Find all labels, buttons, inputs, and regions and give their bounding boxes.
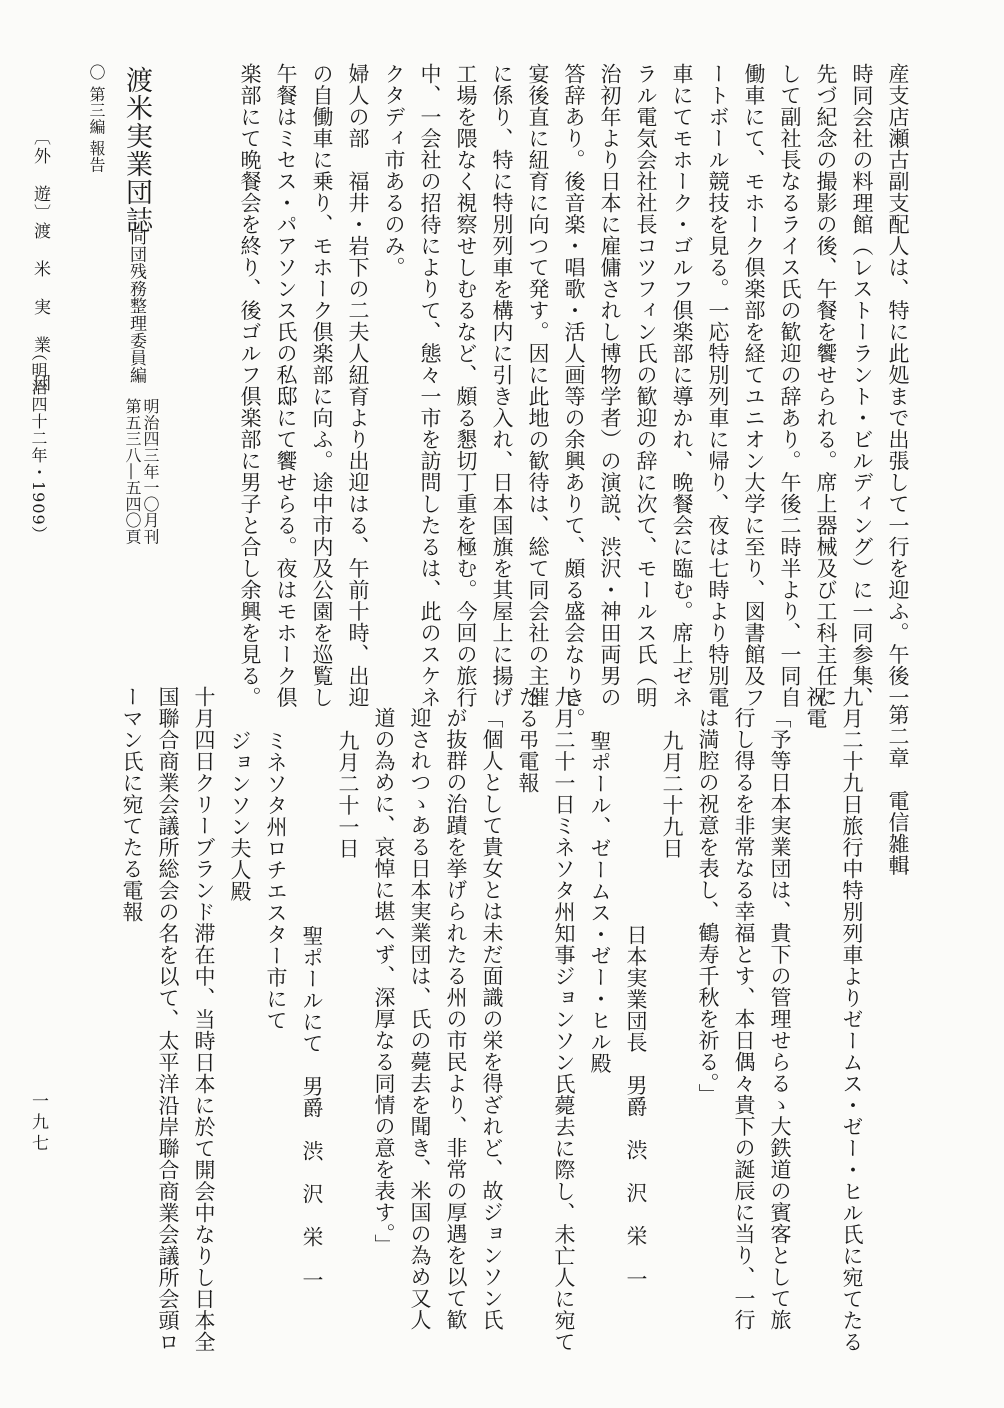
text-line: 九月二十一日	[336, 730, 360, 859]
text-line: 車にてモホーク・ゴルフ倶楽部に導かれ、晩餐会に臨む。席上ゼネ	[670, 63, 694, 708]
text-line: 国聯合商業会議所総会の名を以て、太平洋沿岸聯合商業会議所会頭ロ	[156, 686, 180, 1353]
text-line: 中、一会社の招待によりて、態々一市を訪問したるは、此のスケネ	[418, 63, 442, 708]
page-number: 一九七	[28, 1092, 48, 1155]
text-line: 働車にて、モホーク倶楽部を経てユニオン大学に至り、図書館及フ	[742, 63, 766, 708]
text-line: 時同会社の料理館（レストーラント・ビルディング）に一同参集、	[850, 63, 874, 708]
text-line: 「個人として貴女とは未だ面識の栄を得ざれど、故ジョンソン氏	[480, 707, 504, 1331]
text-line: 聖ポール、ゼームス・ゼー・ヒル殿	[588, 730, 612, 1074]
text-line: に係り、特に特別列車を構内に引き入れ、日本国旗を其屋上に揚げ	[490, 63, 514, 708]
text-line: 聖ポールにて 男爵 渋 沢 栄 一	[300, 925, 324, 1291]
source-date: 明治四三年一〇月刊	[141, 398, 160, 545]
text-line: して副社長なるライス氏の歓迎の辞あり。午後二時半より、一同自	[778, 63, 802, 708]
source-section: 〇 第三編 報告	[87, 64, 106, 173]
text-line: ーマン氏に宛てたる電報	[120, 686, 144, 923]
running-head-section: 〔外 遊〕	[30, 128, 50, 223]
text-line: は満腔の祝意を表し、鶴寿千秋を祈る。」	[696, 707, 720, 1105]
text-line: ートボール競技を見る。一応特別列車に帰り、夜は七時より特別電	[706, 63, 730, 708]
text-line: 「予等日本実業団は、貴下の管理せらるゝ大鉄道の賓客として旅	[768, 707, 792, 1331]
running-head-title: 渡 米 実 業 団	[30, 222, 50, 393]
text-line: 午餐はミセス・パアソンス氏の私邸にて饗せらる。夜はモホーク倶	[274, 63, 298, 708]
text-line: 治初年より日本に雇傭されし博物学者）の演説、渋沢・神田両男の	[598, 63, 622, 708]
text-line: 祝電	[804, 686, 828, 729]
text-line: 九月二十九日	[660, 730, 684, 859]
text-line: 婦人の部 福井・岩下の二夫人紐育より出迎はる、午前十時、出迎	[346, 63, 370, 708]
source-title: 渡米実業団誌	[121, 66, 152, 234]
chapter-heading: 第二章 電信雑輯	[886, 704, 910, 876]
text-line: 答辞あり。後音楽・唱歌・活人画等の余興ありて、頗る盛会なりき。	[562, 63, 586, 730]
text-line: 日本実業団長 男爵 渋 沢 栄 一	[624, 924, 648, 1290]
source-editor: 同団残務整理委員編	[126, 228, 146, 384]
source-pages: 第五三八―五四〇頁	[123, 398, 142, 545]
text-line: 九月二十九日旅行中特別列車よりゼームス・ゼー・ヒル氏に宛てたる	[840, 686, 864, 1353]
text-line: が抜群の治蹟を挙げられたる州の市民より、非常の厚遇を以て歓	[444, 707, 468, 1331]
text-line: 道の為めに、哀悼に堪へず、深厚なる同情の意を表す。」	[372, 707, 396, 1256]
text-line: 産支店瀬古副支配人は、特に此処まで出張して一行を迎ふ。午後一	[886, 63, 910, 708]
text-line: ジョンソン夫人殿	[228, 730, 252, 902]
text-line: 工場を隈なく視察せしむるなど、頗る懇切丁重を極む。今回の旅行	[454, 63, 478, 708]
running-head-era: （明治四十二年・1909）	[29, 345, 48, 543]
text-line: 十月四日クリーブランド滞在中、当時日本に於て開会中なりし日本全	[192, 686, 216, 1353]
text-line: の自働車に乗り、モホーク倶楽部に向ふ。途中市内及公園を巡覧し	[310, 63, 334, 708]
text-line: クタディ市あるのみ。	[382, 63, 406, 278]
text-line: 先づ紀念の撮影の後、午餐を饗せられる。席上器械及び工科主任に	[814, 63, 838, 708]
text-line: 行し得るを非常なる幸福とす、本日偶々貴下の誕辰に当り、一行	[732, 707, 756, 1331]
text-line: 宴後直に紐育に向つて発す。因に此地の歓待は、総て同会社の主催	[526, 63, 550, 708]
text-line: たる弔電報	[516, 686, 540, 794]
text-line: 楽部にて晩餐会を終り、後ゴルフ倶楽部に男子と合し余興を見る。	[238, 63, 262, 708]
text-line: 迎されつゝある日本実業団は、氏の薨去を聞き、米国の為め又人	[408, 707, 432, 1331]
text-line: ミネソタ州ロチエスター市にて	[264, 730, 288, 1031]
text-line: 九月二十一日ミネソタ州知事ジョンソン氏薨去に際し、未亡人に宛て	[552, 686, 576, 1353]
text-line: ラル電気会社社長コツフィン氏の歓迎の辞に次て、モールス氏（明	[634, 63, 658, 708]
